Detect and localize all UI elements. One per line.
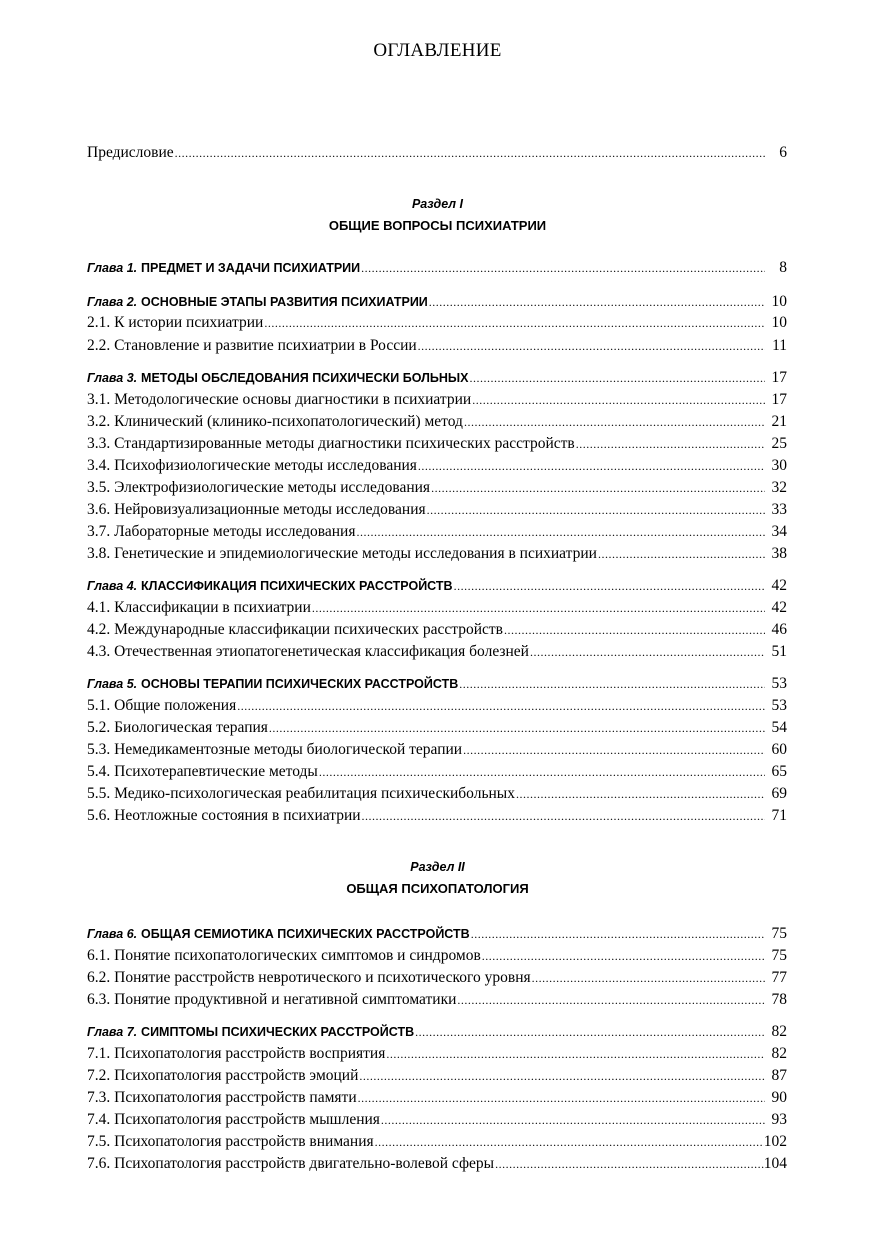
- toc-page-number: 6: [779, 144, 787, 161]
- toc-entry[interactable]: [87, 968, 787, 988]
- dot-leader: [503, 620, 765, 640]
- toc-page-number: 38: [771, 545, 787, 562]
- toc-page-number: 82: [771, 1023, 787, 1040]
- toc-page-number: 10: [771, 314, 787, 331]
- page-title: ОГЛАВЛЕНИЕ: [373, 40, 502, 61]
- toc-page-number: 53: [771, 675, 787, 692]
- toc-entry[interactable]: [87, 1044, 787, 1064]
- toc-page-number: 46: [771, 621, 787, 638]
- toc-entry-label: 5.2. Биологическая терапия: [87, 719, 268, 736]
- toc-entry-label: 2.1. К истории психиатрии: [87, 314, 264, 331]
- chapter-prefix: Глава 3.: [87, 371, 138, 385]
- toc-entry[interactable]: [87, 990, 787, 1010]
- toc-page-number: 25: [771, 435, 787, 452]
- toc-chapter[interactable]: [87, 292, 787, 312]
- dot-leader: [357, 1088, 765, 1108]
- dot-leader: [385, 1044, 765, 1064]
- dot-leader: [268, 718, 765, 738]
- dot-leader: [311, 598, 765, 618]
- toc-entry-label: 3.6. Нейровизуализационные методы исследования: [87, 501, 426, 518]
- toc-page-number: 71: [771, 807, 787, 824]
- section-title: ОБЩАЯ ПСИХОПАТОЛОГИЯ: [346, 881, 529, 896]
- toc-page-number: 82: [771, 1045, 787, 1062]
- toc-entry[interactable]: [87, 1110, 787, 1130]
- toc-page-number: 42: [771, 577, 787, 594]
- toc-entry-label: 3.2. Клинический (клинико-психопатологический) метод: [87, 413, 463, 430]
- dot-leader: [428, 292, 765, 312]
- dot-leader: [481, 946, 765, 966]
- chapter-prefix: Глава 6.: [87, 927, 138, 941]
- toc-entry[interactable]: [87, 544, 787, 564]
- toc-page-number: 10: [771, 293, 787, 310]
- toc-entry-label: Предисловие: [87, 144, 174, 161]
- toc-entry[interactable]: [87, 1154, 787, 1174]
- toc-entry[interactable]: [87, 500, 787, 520]
- toc-entry[interactable]: [87, 762, 787, 782]
- toc-chapter-label: [87, 258, 360, 278]
- dot-leader: [458, 674, 765, 694]
- dot-leader: [597, 544, 765, 564]
- toc-page-number: 78: [771, 991, 787, 1008]
- toc-entry-label: 6.3. Понятие продуктивной и негативной симптоматики: [87, 991, 457, 1008]
- toc-entry[interactable]: [87, 456, 787, 476]
- dot-leader: [360, 258, 765, 278]
- toc-entry[interactable]: [87, 1066, 787, 1086]
- dot-leader: [529, 642, 765, 662]
- dot-leader: [318, 762, 765, 782]
- toc-entry[interactable]: [87, 522, 787, 542]
- toc-page-number: 102: [763, 1133, 787, 1150]
- dot-leader: [361, 806, 765, 826]
- toc-page-number: 75: [771, 925, 787, 942]
- toc-entry-preface[interactable]: [87, 143, 787, 163]
- toc-entry-label: 7.2. Психопатология расстройств эмоций: [87, 1067, 359, 1084]
- dot-leader: [471, 390, 765, 410]
- chapter-title: ОСНОВНЫЕ ЭТАПЫ РАЗВИТИЯ ПСИХИАТРИИ: [141, 295, 428, 309]
- chapter-title: КЛАССИФИКАЦИЯ ПСИХИЧЕСКИХ РАССТРОЙСТВ: [141, 579, 453, 593]
- toc-page-number: 32: [771, 479, 787, 496]
- toc-chapter-label: [87, 368, 469, 388]
- toc-entry-label: 5.1. Общие положения: [87, 697, 237, 714]
- dot-leader: [463, 412, 765, 432]
- toc-entry-label: 3.3. Стандартизированные методы диагностики психических расстройств: [87, 435, 575, 452]
- dot-leader: [355, 522, 765, 542]
- toc-chapter[interactable]: [87, 258, 787, 278]
- toc-chapter-label: [87, 924, 470, 944]
- toc-page-number: 53: [771, 697, 787, 714]
- toc-page-number: 33: [771, 501, 787, 518]
- dot-leader: [453, 576, 765, 596]
- toc-chapter[interactable]: [87, 674, 787, 694]
- toc-entry-label: 7.5. Психопатология расстройств внимания: [87, 1133, 374, 1150]
- toc-entry-label: 7.4. Психопатология расстройств мышления: [87, 1111, 380, 1128]
- chapter-title: СИМПТОМЫ ПСИХИЧЕСКИХ РАССТРОЙСТВ: [141, 1025, 415, 1039]
- dot-leader: [174, 143, 765, 163]
- toc-entry[interactable]: [87, 390, 787, 410]
- toc-chapter[interactable]: [87, 576, 787, 596]
- dot-leader: [456, 990, 765, 1010]
- toc-entry[interactable]: [87, 478, 787, 498]
- dot-leader: [414, 1022, 765, 1042]
- dot-leader: [430, 478, 765, 498]
- dot-leader: [575, 434, 765, 454]
- toc-entry-label: 3.5. Электрофизиологические методы исследования: [87, 479, 431, 496]
- toc-page-number: 30: [771, 457, 787, 474]
- dot-leader: [426, 500, 765, 520]
- toc-entry[interactable]: [87, 434, 787, 454]
- toc-entry-label: 5.5. Медико-психологическая реабилитация психическибольных: [87, 785, 515, 802]
- toc-entry[interactable]: [87, 718, 787, 738]
- dot-leader: [358, 1066, 765, 1086]
- toc-entry[interactable]: [87, 806, 787, 826]
- toc-page-number: 104: [763, 1155, 787, 1172]
- toc-page-number: 34: [771, 523, 787, 540]
- toc-entry-label: 3.7. Лабораторные методы исследования: [87, 523, 356, 540]
- dot-leader: [417, 456, 765, 476]
- dot-leader: [531, 968, 765, 988]
- dot-leader: [374, 1132, 764, 1152]
- toc-page-number: 8: [779, 259, 787, 276]
- toc-entry[interactable]: [87, 1088, 787, 1108]
- toc-page-number: 90: [771, 1089, 787, 1106]
- toc-page-number: 87: [771, 1067, 787, 1084]
- chapter-prefix: Глава 4.: [87, 579, 138, 593]
- toc-entry-label: 5.4. Психотерапевтические методы: [87, 763, 318, 780]
- toc-page-number: 51: [771, 643, 787, 660]
- toc-page-number: 11: [772, 337, 787, 354]
- toc-chapter[interactable]: [87, 368, 787, 388]
- toc-page-number: 65: [771, 763, 787, 780]
- toc-entry-label: 7.3. Психопатология расстройств памяти: [87, 1089, 357, 1106]
- section-label: Раздел II: [410, 860, 465, 874]
- chapter-title: ПРЕДМЕТ И ЗАДАЧИ ПСИХИАТРИИ: [141, 261, 361, 275]
- toc-entry-label: 4.1. Классификации в психиатрии: [87, 599, 311, 616]
- toc-entry-label: 3.4. Психофизиологические методы исследования: [87, 457, 417, 474]
- toc-entry[interactable]: [87, 412, 787, 432]
- toc-entry-label: 5.3. Немедикаментозные методы биологической терапии: [87, 741, 463, 758]
- toc-chapter-label: [87, 1022, 414, 1042]
- chapter-title: ОБЩАЯ СЕМИОТИКА ПСИХИЧЕСКИХ РАССТРОЙСТВ: [141, 927, 470, 941]
- dot-leader: [462, 740, 765, 760]
- toc-page-number: 17: [771, 391, 787, 408]
- toc-entry-label: 4.3. Отечественная этиопатогенетическая классификация болезней: [87, 643, 529, 660]
- toc-entry-label: 6.2. Понятие расстройств невротического и психотического уровня: [87, 969, 531, 986]
- dot-leader: [470, 924, 765, 944]
- dot-leader: [380, 1110, 765, 1130]
- dot-leader: [263, 313, 765, 333]
- chapter-prefix: Глава 7.: [87, 1025, 138, 1039]
- toc-entry[interactable]: [87, 620, 787, 640]
- toc-entry-label: 7.6. Психопатология расстройств двигательно-волевой сферы: [87, 1155, 495, 1172]
- dot-leader: [417, 336, 765, 356]
- chapter-title: МЕТОДЫ ОБСЛЕДОВАНИЯ ПСИХИЧЕСКИ БОЛЬНЫХ: [141, 371, 469, 385]
- toc-page-number: 60: [771, 741, 787, 758]
- toc-chapter[interactable]: [87, 924, 787, 944]
- toc-page-number: 93: [771, 1111, 787, 1128]
- dot-leader: [236, 696, 765, 716]
- toc-chapter[interactable]: [87, 1022, 787, 1042]
- toc-entry-label: 5.6. Неотложные состояния в психиатрии: [87, 807, 361, 824]
- toc-page-number: 42: [771, 599, 787, 616]
- toc-page-number: 69: [771, 785, 787, 802]
- toc-chapter-label: [87, 292, 428, 312]
- chapter-prefix: Глава 5.: [87, 677, 138, 691]
- toc-page-number: 54: [771, 719, 787, 736]
- toc-entry[interactable]: [87, 313, 787, 333]
- section-title: ОБЩИЕ ВОПРОСЫ ПСИХИАТРИИ: [328, 218, 547, 233]
- dot-leader: [469, 368, 766, 388]
- toc-entry-label: 3.8. Генетические и эпидемиологические методы исследования в психиатрии: [87, 545, 597, 562]
- chapter-title: ОСНОВЫ ТЕРАПИИ ПСИХИЧЕСКИХ РАССТРОЙСТВ: [141, 677, 459, 691]
- section-label: Раздел I: [411, 197, 464, 211]
- toc-entry-label: 2.2. Становление и развитие психиатрии в России: [87, 337, 417, 354]
- toc-page-number: 75: [771, 947, 787, 964]
- toc-entry[interactable]: [87, 336, 787, 356]
- toc-entry[interactable]: [87, 946, 787, 966]
- toc-entry-label: 6.1. Понятие психопатологических симптомов и синдромов: [87, 947, 481, 964]
- toc-chapter-label: [87, 576, 453, 596]
- toc-entry[interactable]: [87, 598, 787, 618]
- toc-entry[interactable]: [87, 696, 787, 716]
- toc-entry[interactable]: [87, 642, 787, 662]
- chapter-prefix: Глава 2.: [87, 295, 138, 309]
- dot-leader: [494, 1154, 764, 1174]
- dot-leader: [515, 784, 765, 804]
- toc-entry[interactable]: [87, 1132, 787, 1152]
- toc-page-number: 17: [771, 369, 787, 386]
- toc-entry-label: 4.2. Международные классификации психических расстройств: [87, 621, 504, 638]
- toc-entry[interactable]: [87, 740, 787, 760]
- toc-chapter-label: [87, 674, 458, 694]
- toc-entry-label: 3.1. Методологические основы диагностики в психиатрии: [87, 391, 472, 408]
- toc-entry-label: 7.1. Психопатология расстройств восприятия: [87, 1045, 386, 1062]
- toc-page-number: 21: [771, 413, 787, 430]
- toc-entry[interactable]: [87, 784, 787, 804]
- chapter-prefix: Глава 1.: [87, 261, 138, 275]
- toc-page-number: 77: [771, 969, 787, 986]
